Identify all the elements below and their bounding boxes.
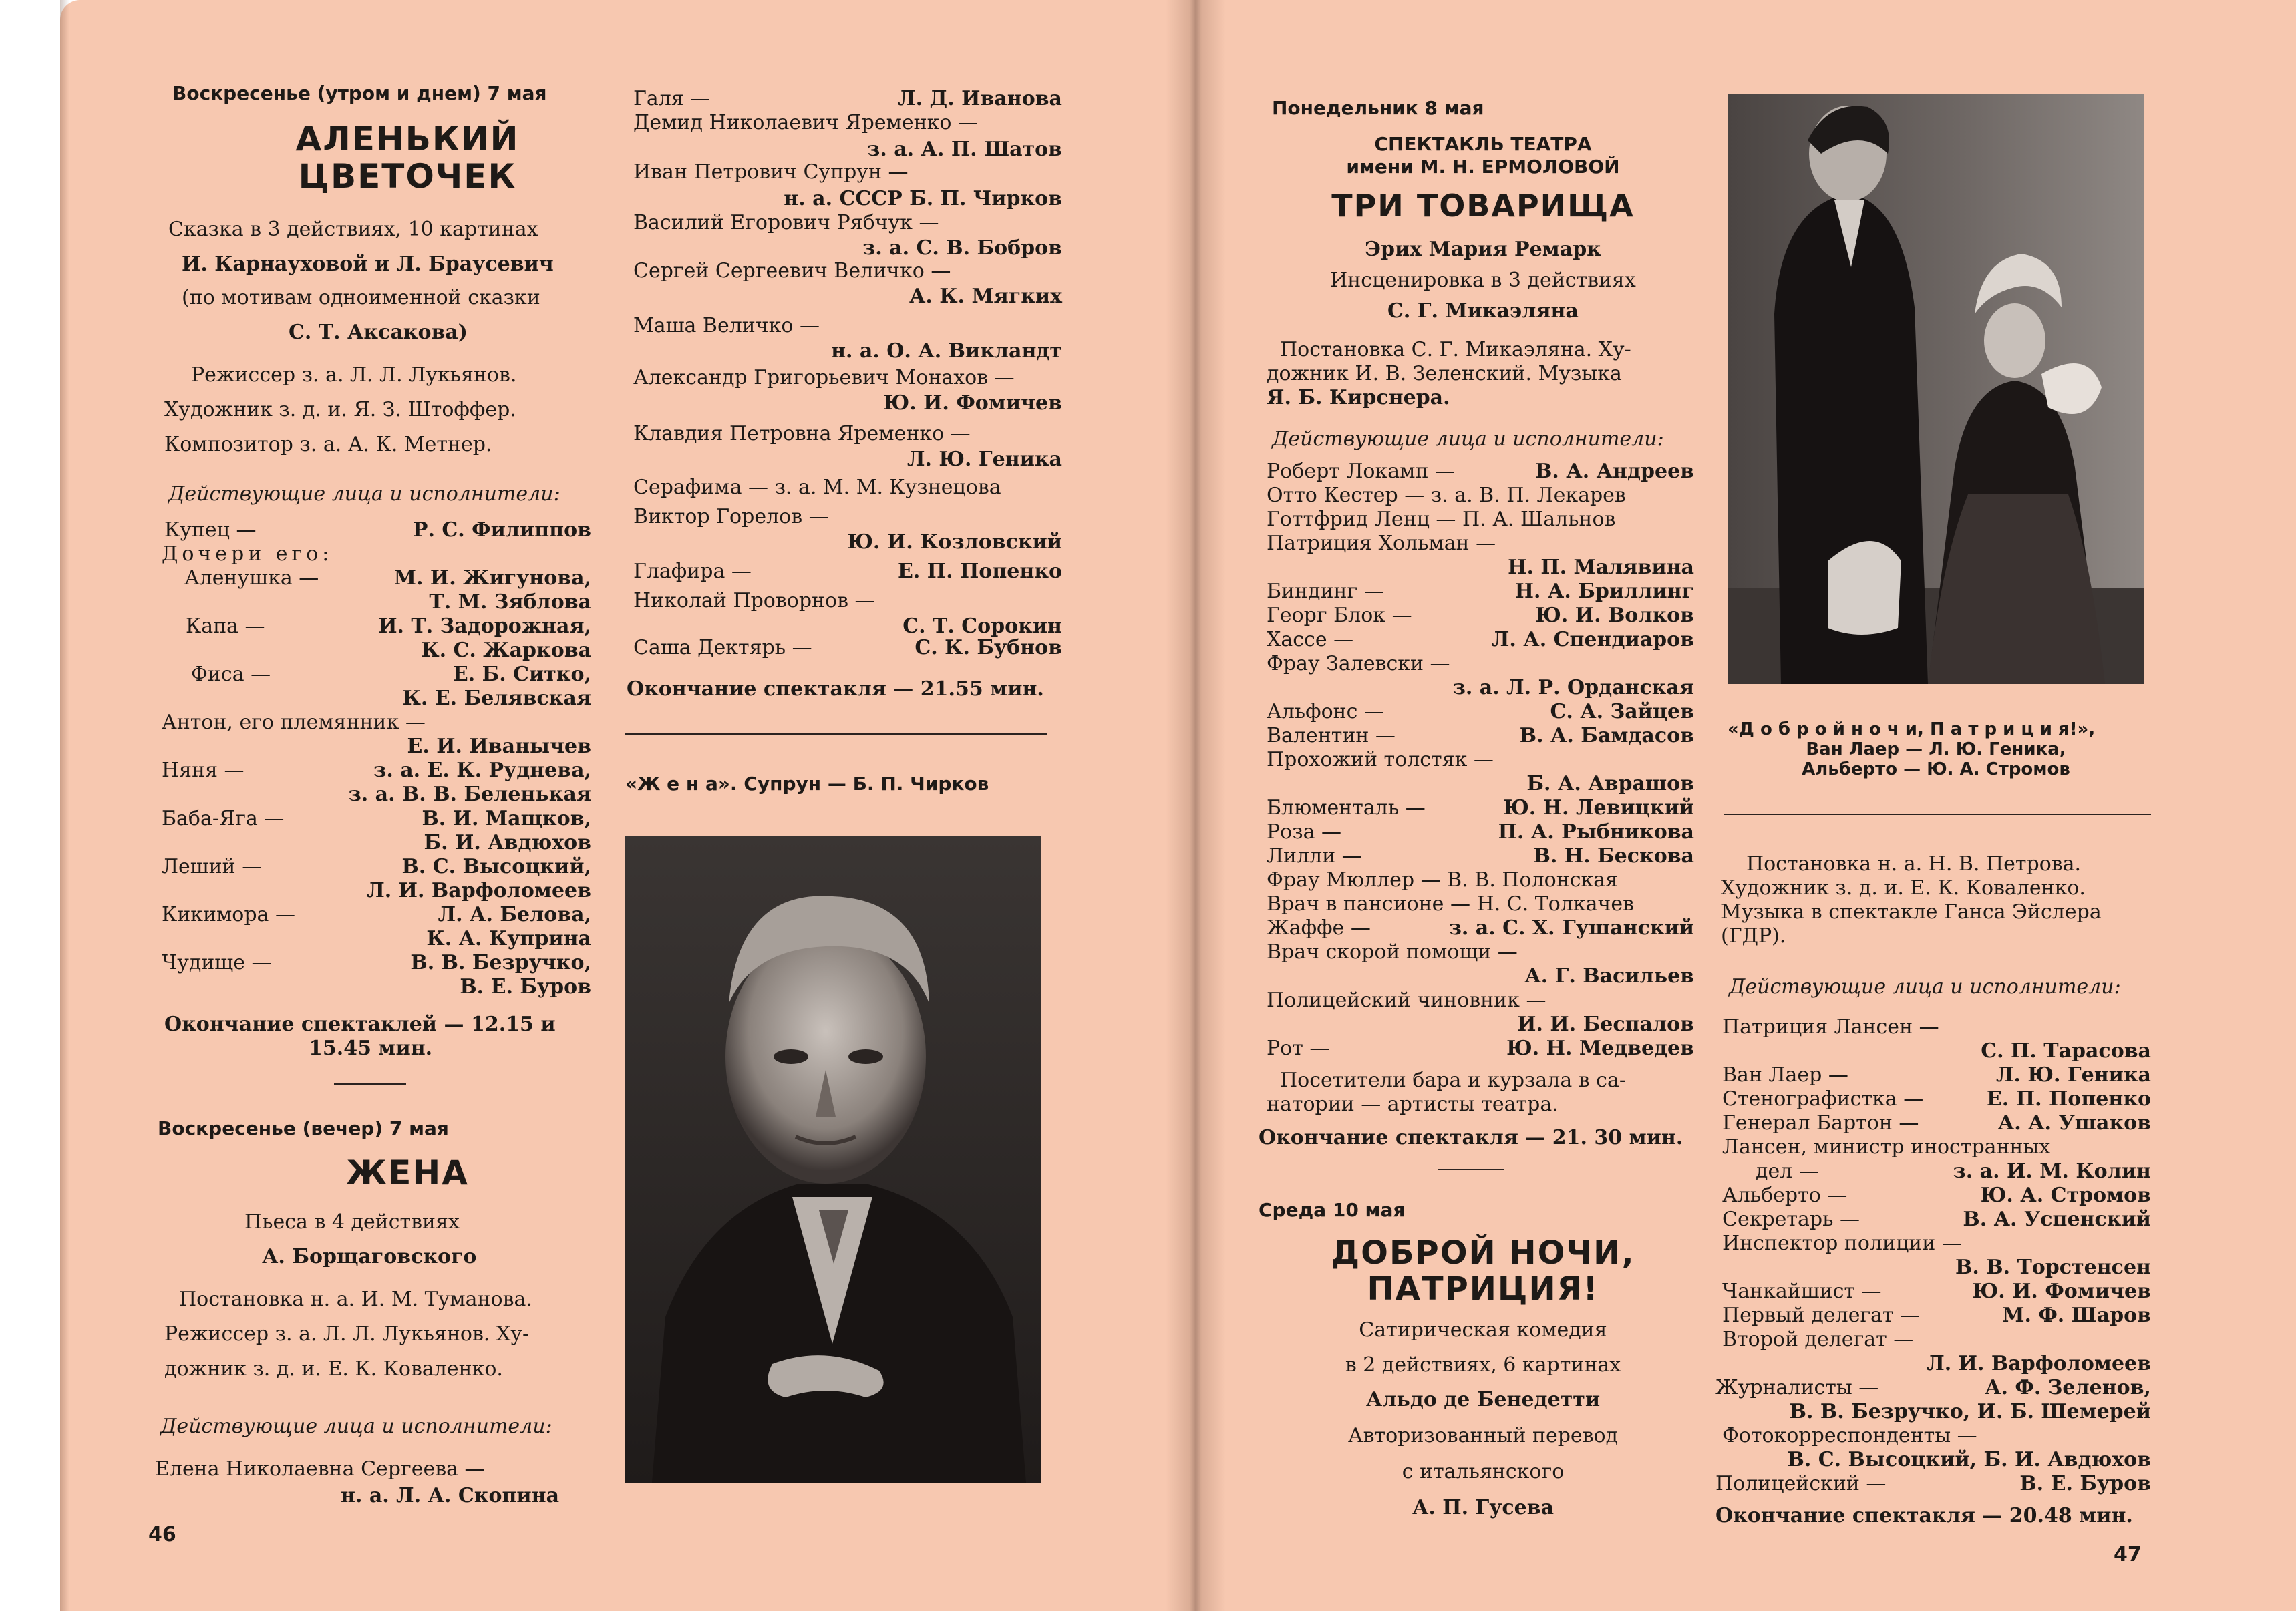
cast-actor: М. И. Жигунова,	[393, 566, 591, 590]
page-number: 46	[148, 1523, 176, 1546]
cast-actor: з. а. В. В. Беленькая	[348, 783, 591, 806]
cast-actor: Л. Д. Иванова	[898, 87, 1062, 110]
cast-actor: з. а. Е. К. Руднева,	[373, 759, 591, 782]
page-number: 47	[2114, 1543, 2142, 1566]
cast-role: Клавдия Петровна Яременко —	[633, 422, 971, 445]
visitors-note: натории — артисты театра.	[1267, 1093, 1559, 1116]
cast-role: Кикимора —	[162, 903, 295, 926]
crew-line: Режиссер з. а. Л. Л. Лукьянов.	[191, 363, 517, 387]
cast-role: Роза —	[1267, 820, 1342, 844]
cast-actor: Ю. И. Фомичев	[883, 391, 1062, 415]
visitors-note: Посетители бара и курзала в са-	[1280, 1069, 1626, 1092]
cast-actor: А. А. Ушаков	[1997, 1111, 2151, 1135]
cast-role: Леший —	[162, 855, 263, 878]
translation-note: Авторизованный перевод	[1347, 1424, 1619, 1447]
cast-actor: н. а. Л. А. Скопина	[341, 1484, 560, 1507]
cast-role: Александр Григорьевич Монахов —	[633, 366, 1015, 389]
crew-line: (ГДР).	[1721, 924, 1786, 948]
separator-rule	[1438, 1169, 1504, 1170]
cast-role: Инспектор полиции —	[1722, 1232, 1962, 1255]
cast-role: Серафима — з. а. М. М. Кузнецова	[633, 476, 1001, 499]
cast-actor: В. И. Мащков,	[422, 807, 591, 830]
actor-portrait-photo	[625, 836, 1041, 1483]
cast-role: Иван Петрович Супрун —	[633, 160, 909, 184]
cast-actor: К. С. Жаркова	[421, 639, 591, 662]
cast-role: Лансен, министр иностранных	[1722, 1135, 2051, 1159]
cast-role: Генерал Бартон —	[1722, 1111, 1919, 1135]
cast-actor: В. Е. Буров	[460, 975, 591, 999]
cast-role: Ван Лаер —	[1722, 1063, 1848, 1087]
play-basis: С. Т. Аксакова)	[289, 321, 468, 344]
end-time: Окончание спектаклей — 12.15 и	[164, 1013, 556, 1036]
cast-actor: Ю. А. Стромов	[1980, 1184, 2151, 1207]
play-authors: И. Карнауховой и Л. Браусевич	[182, 252, 554, 276]
cast-role: Отто Кестер — з. а. В. П. Лекарев	[1267, 484, 1626, 507]
play-author: Альдо де Бенедетти	[1365, 1388, 1601, 1411]
cast-heading: Действующие лица и исполнители:	[1729, 975, 2121, 999]
cast-actor: Л. Ю. Геника	[907, 448, 1062, 471]
cast-heading: Действующие лица и исполнители:	[1272, 427, 1664, 451]
cast-actor: з. а. А. П. Шатов	[867, 138, 1062, 161]
cast-role: Прохожий толстяк —	[1267, 748, 1494, 771]
cast-role: Врач в пансионе — Н. С. Толкачев	[1267, 892, 1634, 916]
cast-role: Елена Николаевна Сергеева —	[155, 1457, 485, 1481]
cast-actor: Л. А. Белова,	[438, 903, 591, 926]
play-genre: Сказка в 3 действиях, 10 картинах	[168, 218, 538, 241]
cast-actor: В. В. Безручко,	[410, 951, 591, 974]
cast-role: Жаффе —	[1267, 916, 1371, 940]
cast-actor: В. А. Бамдасов	[1519, 724, 1694, 747]
theatre-heading: имени М. Н. ЕРМОЛОВОЙ	[1346, 156, 1620, 178]
cast-actor: С. П. Тарасова	[1981, 1039, 2151, 1063]
cast-role: Фрау Мюллер — В. В. Полонская	[1267, 868, 1619, 892]
play-genre: в 2 действиях, 6 картинах	[1345, 1353, 1621, 1377]
cast-role: Хассе —	[1267, 628, 1354, 651]
photo-caption: Альберто — Ю. А. Стромов	[1802, 759, 2070, 779]
photo-caption: Ван Лаер — Л. Ю. Геника,	[1806, 739, 2066, 759]
end-time: 15.45 мин.	[309, 1037, 433, 1060]
separator-rule	[625, 733, 1047, 735]
cast-actor: Л. И. Варфоломеев	[1927, 1352, 2151, 1375]
cast-actor: н. а. СССР Б. П. Чирков	[784, 187, 1062, 210]
cast-actor: Ю. И. Волков	[1535, 604, 1694, 627]
cast-actor: В. С. Высоцкий,	[401, 855, 591, 878]
cast-actor: н. а. О. А. Викландт	[831, 339, 1062, 363]
theatre-heading: СПЕКТАКЛЬ ТЕАТРА	[1374, 133, 1592, 155]
performance-date: Воскресенье (утром и днем) 7 мая	[172, 82, 547, 104]
play-genre: Пьеса в 4 действиях	[244, 1210, 460, 1234]
cast-role: Баба-Яга —	[162, 807, 285, 830]
cast-role: Виктор Горелов —	[633, 505, 829, 528]
cast-actor: С. К. Бубнов	[915, 636, 1062, 659]
cast-actor: В. В. Безручко, И. Б. Шемерей	[1789, 1400, 2151, 1423]
cast-role: Лилли —	[1267, 844, 1362, 868]
cast-actor: В. А. Андреев	[1535, 460, 1694, 483]
crew-line: дожник з. д. и. Е. К. Коваленко.	[164, 1357, 503, 1381]
cast-heading: Действующие лица и исполнители:	[160, 1415, 552, 1438]
cast-actor: В. Е. Буров	[2019, 1472, 2151, 1495]
crew-line: Постановка н. а. И. М. Туманова.	[179, 1288, 532, 1311]
stage-scene-photo	[1728, 94, 2144, 684]
play-title: ЖЕНА	[346, 1153, 469, 1192]
cast-role: Георг Блок —	[1267, 604, 1412, 627]
cast-actor: Л. Ю. Геника	[1995, 1063, 2151, 1087]
cast-actor: В. Н. Бескова	[1533, 844, 1694, 868]
cast-actor: Ю. Н. Левицкий	[1503, 796, 1694, 820]
crew-line: Я. Б. Кирснера.	[1267, 386, 1450, 409]
cast-role: Патриция Лансен —	[1722, 1015, 1939, 1039]
play-title: ПАТРИЦИЯ!	[1367, 1270, 1599, 1308]
play-title: ДОБРОЙ НОЧИ,	[1331, 1234, 1635, 1272]
cast-actor: И. Т. Задорожная,	[378, 614, 591, 638]
crew-line: Режиссер з. а. Л. Л. Лукьянов. Ху-	[164, 1322, 530, 1346]
cast-actor: Т. М. Зяблова	[429, 590, 591, 614]
cast-role: Роберт Локамп —	[1267, 460, 1455, 483]
play-author: С. Г. Микаэляна	[1387, 299, 1579, 323]
cast-actor: з. а. И. М. Колин	[1953, 1159, 2151, 1183]
crew-line: дожник И. В. Зеленский. Музыка	[1267, 362, 1622, 385]
crew-line: Художник з. д. и. Я. З. Штоффер.	[164, 398, 516, 421]
cast-role: Секретарь —	[1722, 1208, 1860, 1231]
cast-actor: В. В. Торстенсен	[1955, 1256, 2151, 1279]
cast-role: Глафира —	[633, 560, 752, 583]
cast-role: Демид Николаевич Яременко —	[633, 111, 979, 134]
cast-actor: С. А. Зайцев	[1550, 700, 1694, 723]
cast-role: Сергей Сергеевич Величко —	[633, 259, 951, 283]
play-title: ЦВЕТОЧЕК	[298, 157, 517, 196]
cast-actor: Р. С. Филиппов	[412, 518, 591, 542]
cast-actor: С. Т. Сорокин	[903, 614, 1062, 638]
cast-actor: з. а. С. В. Бобров	[862, 236, 1062, 260]
cast-role: Врач скорой помощи —	[1267, 940, 1518, 964]
cast-role: Чудище —	[162, 951, 272, 974]
cast-actor: Е. П. Попенко	[898, 560, 1062, 583]
cast-role: Капа —	[186, 614, 265, 638]
cast-role: Второй делегат —	[1722, 1328, 1914, 1351]
separator-rule	[1724, 814, 2151, 815]
cast-role: дел —	[1756, 1159, 1819, 1183]
play-author: А. Борщаговского	[262, 1245, 477, 1268]
book-gutter	[1166, 0, 1226, 1611]
play-genre: Сатирическая комедия	[1359, 1318, 1607, 1342]
cast-role: Блюменталь —	[1267, 796, 1426, 820]
crew-line: Постановка н. а. Н. В. Петрова.	[1746, 852, 2082, 876]
cast-actor: Б. А. Аврашов	[1526, 772, 1694, 795]
performance-date: Воскресенье (вечер) 7 мая	[158, 1117, 449, 1139]
cast-actor: А. Г. Васильев	[1524, 964, 1694, 988]
cast-role: Альберто —	[1722, 1184, 1848, 1207]
crew-line: Художник з. д. и. Е. К. Коваленко.	[1721, 876, 2086, 900]
play-basis: (по мотивам одноименной сказки	[182, 286, 540, 309]
play-title: ТРИ ТОВАРИЩА	[1331, 188, 1635, 224]
cast-role: Альфонс —	[1267, 700, 1384, 723]
cast-actor: И. И. Беспалов	[1517, 1013, 1694, 1036]
play-author: Эрих Мария Ремарк	[1365, 238, 1601, 261]
cast-actor: В. С. Высоцкий, Б. И. Авдюхов	[1787, 1448, 2151, 1471]
cast-actor: Е. И. Иванычев	[407, 735, 591, 758]
cast-role: Биндинг —	[1267, 580, 1384, 603]
crew-line: Постановка С. Г. Микаэляна. Ху-	[1280, 338, 1631, 361]
cast-role: Фрау Залевски —	[1267, 652, 1450, 675]
cast-role: Полицейский —	[1715, 1472, 1887, 1495]
end-time: Окончание спектакля — 21.55 мин.	[627, 677, 1044, 701]
cast-role: Стенографистка —	[1722, 1087, 1924, 1111]
cast-role: Рот —	[1267, 1037, 1330, 1060]
left-page-edge	[60, 0, 69, 1611]
performance-date: Понедельник 8 мая	[1272, 97, 1484, 119]
cast-actor: В. А. Успенский	[1963, 1208, 2151, 1231]
cast-role: Василий Егорович Рябчук —	[633, 211, 939, 234]
photo-caption: «Ж е н а». Супрун — Б. П. Чирков	[625, 773, 989, 795]
cast-actor: з. а. Л. Р. Орданская	[1452, 676, 1694, 699]
cast-role: Фиса —	[191, 663, 271, 686]
translator-name: А. П. Гусева	[1412, 1496, 1554, 1519]
cast-role: Журналисты —	[1715, 1376, 1879, 1399]
cast-actor: Л. И. Варфоломеев	[367, 879, 591, 902]
cast-role: Чанкайшист —	[1722, 1280, 1882, 1303]
end-time: Окончание спектакля — 21. 30 мин.	[1259, 1126, 1683, 1149]
end-time: Окончание спектакля — 20.48 мин.	[1715, 1504, 2133, 1528]
cast-role: Галя —	[633, 87, 711, 110]
cast-actor: М. Ф. Шаров	[2002, 1304, 2151, 1327]
play-title: АЛЕНЬКИЙ	[295, 120, 520, 158]
cast-actor: Н. П. Малявина	[1508, 556, 1694, 579]
cast-actor: Б. И. Авдюхов	[424, 831, 591, 854]
cast-role: Антон, его племянник —	[162, 711, 426, 734]
cast-role: Валентин —	[1267, 724, 1396, 747]
cast-role: Патриция Хольман —	[1267, 532, 1496, 555]
cast-actor: А. Ф. Зеленов,	[1985, 1376, 2151, 1399]
cast-actor: Ю. И. Козловский	[847, 530, 1062, 554]
cast-role: Фотокорреспонденты —	[1722, 1424, 1977, 1447]
cast-role: Няня —	[162, 759, 244, 782]
cast-actor: Ю. И. Фомичев	[1972, 1280, 2151, 1303]
cast-actor: П. А. Рыбникова	[1498, 820, 1694, 844]
cast-actor: А. К. Мягких	[909, 285, 1062, 308]
crew-line: Композитор з. а. А. К. Метнер.	[164, 433, 492, 456]
cast-actor: Ю. Н. Медведев	[1506, 1037, 1694, 1060]
cast-actor: К. А. Куприна	[426, 927, 591, 950]
cast-role: Полицейский чиновник —	[1267, 989, 1546, 1012]
cast-role: Дочери его:	[162, 542, 333, 566]
cast-role: Саша Дектярь —	[633, 636, 812, 659]
cast-role: Аленушка —	[184, 566, 319, 590]
cast-actor: Н. А. Бриллинг	[1514, 580, 1694, 603]
separator-rule	[334, 1083, 406, 1085]
cast-actor: Е. Б. Ситко,	[452, 663, 591, 686]
performance-date: Среда 10 мая	[1259, 1199, 1406, 1221]
cast-actor: Л. А. Спендиаров	[1491, 628, 1694, 651]
cast-actor: з. а. С. Х. Гушанский	[1448, 916, 1694, 940]
cast-actor: Е. П. Попенко	[1987, 1087, 2151, 1111]
crew-line: Музыка в спектакле Ганса Эйслера	[1721, 900, 2102, 924]
cast-role: Маша Величко —	[633, 314, 820, 337]
cast-role: Готтфрид Ленц — П. А. Шальнов	[1267, 508, 1616, 531]
cast-role: Первый делегат —	[1722, 1304, 1921, 1327]
cast-actor: К. Е. Белявская	[402, 687, 591, 710]
translation-note: с итальянского	[1402, 1460, 1565, 1483]
photo-caption: «Д о б р о й н о ч и, П а т р и ц и я!»,	[1728, 719, 2096, 739]
play-genre: Инсценировка в 3 действиях	[1330, 268, 1636, 292]
cast-role: Николай Проворнов —	[633, 589, 875, 612]
cast-role: Купец —	[164, 518, 257, 542]
cast-heading: Действующие лица и исполнители:	[168, 482, 560, 506]
